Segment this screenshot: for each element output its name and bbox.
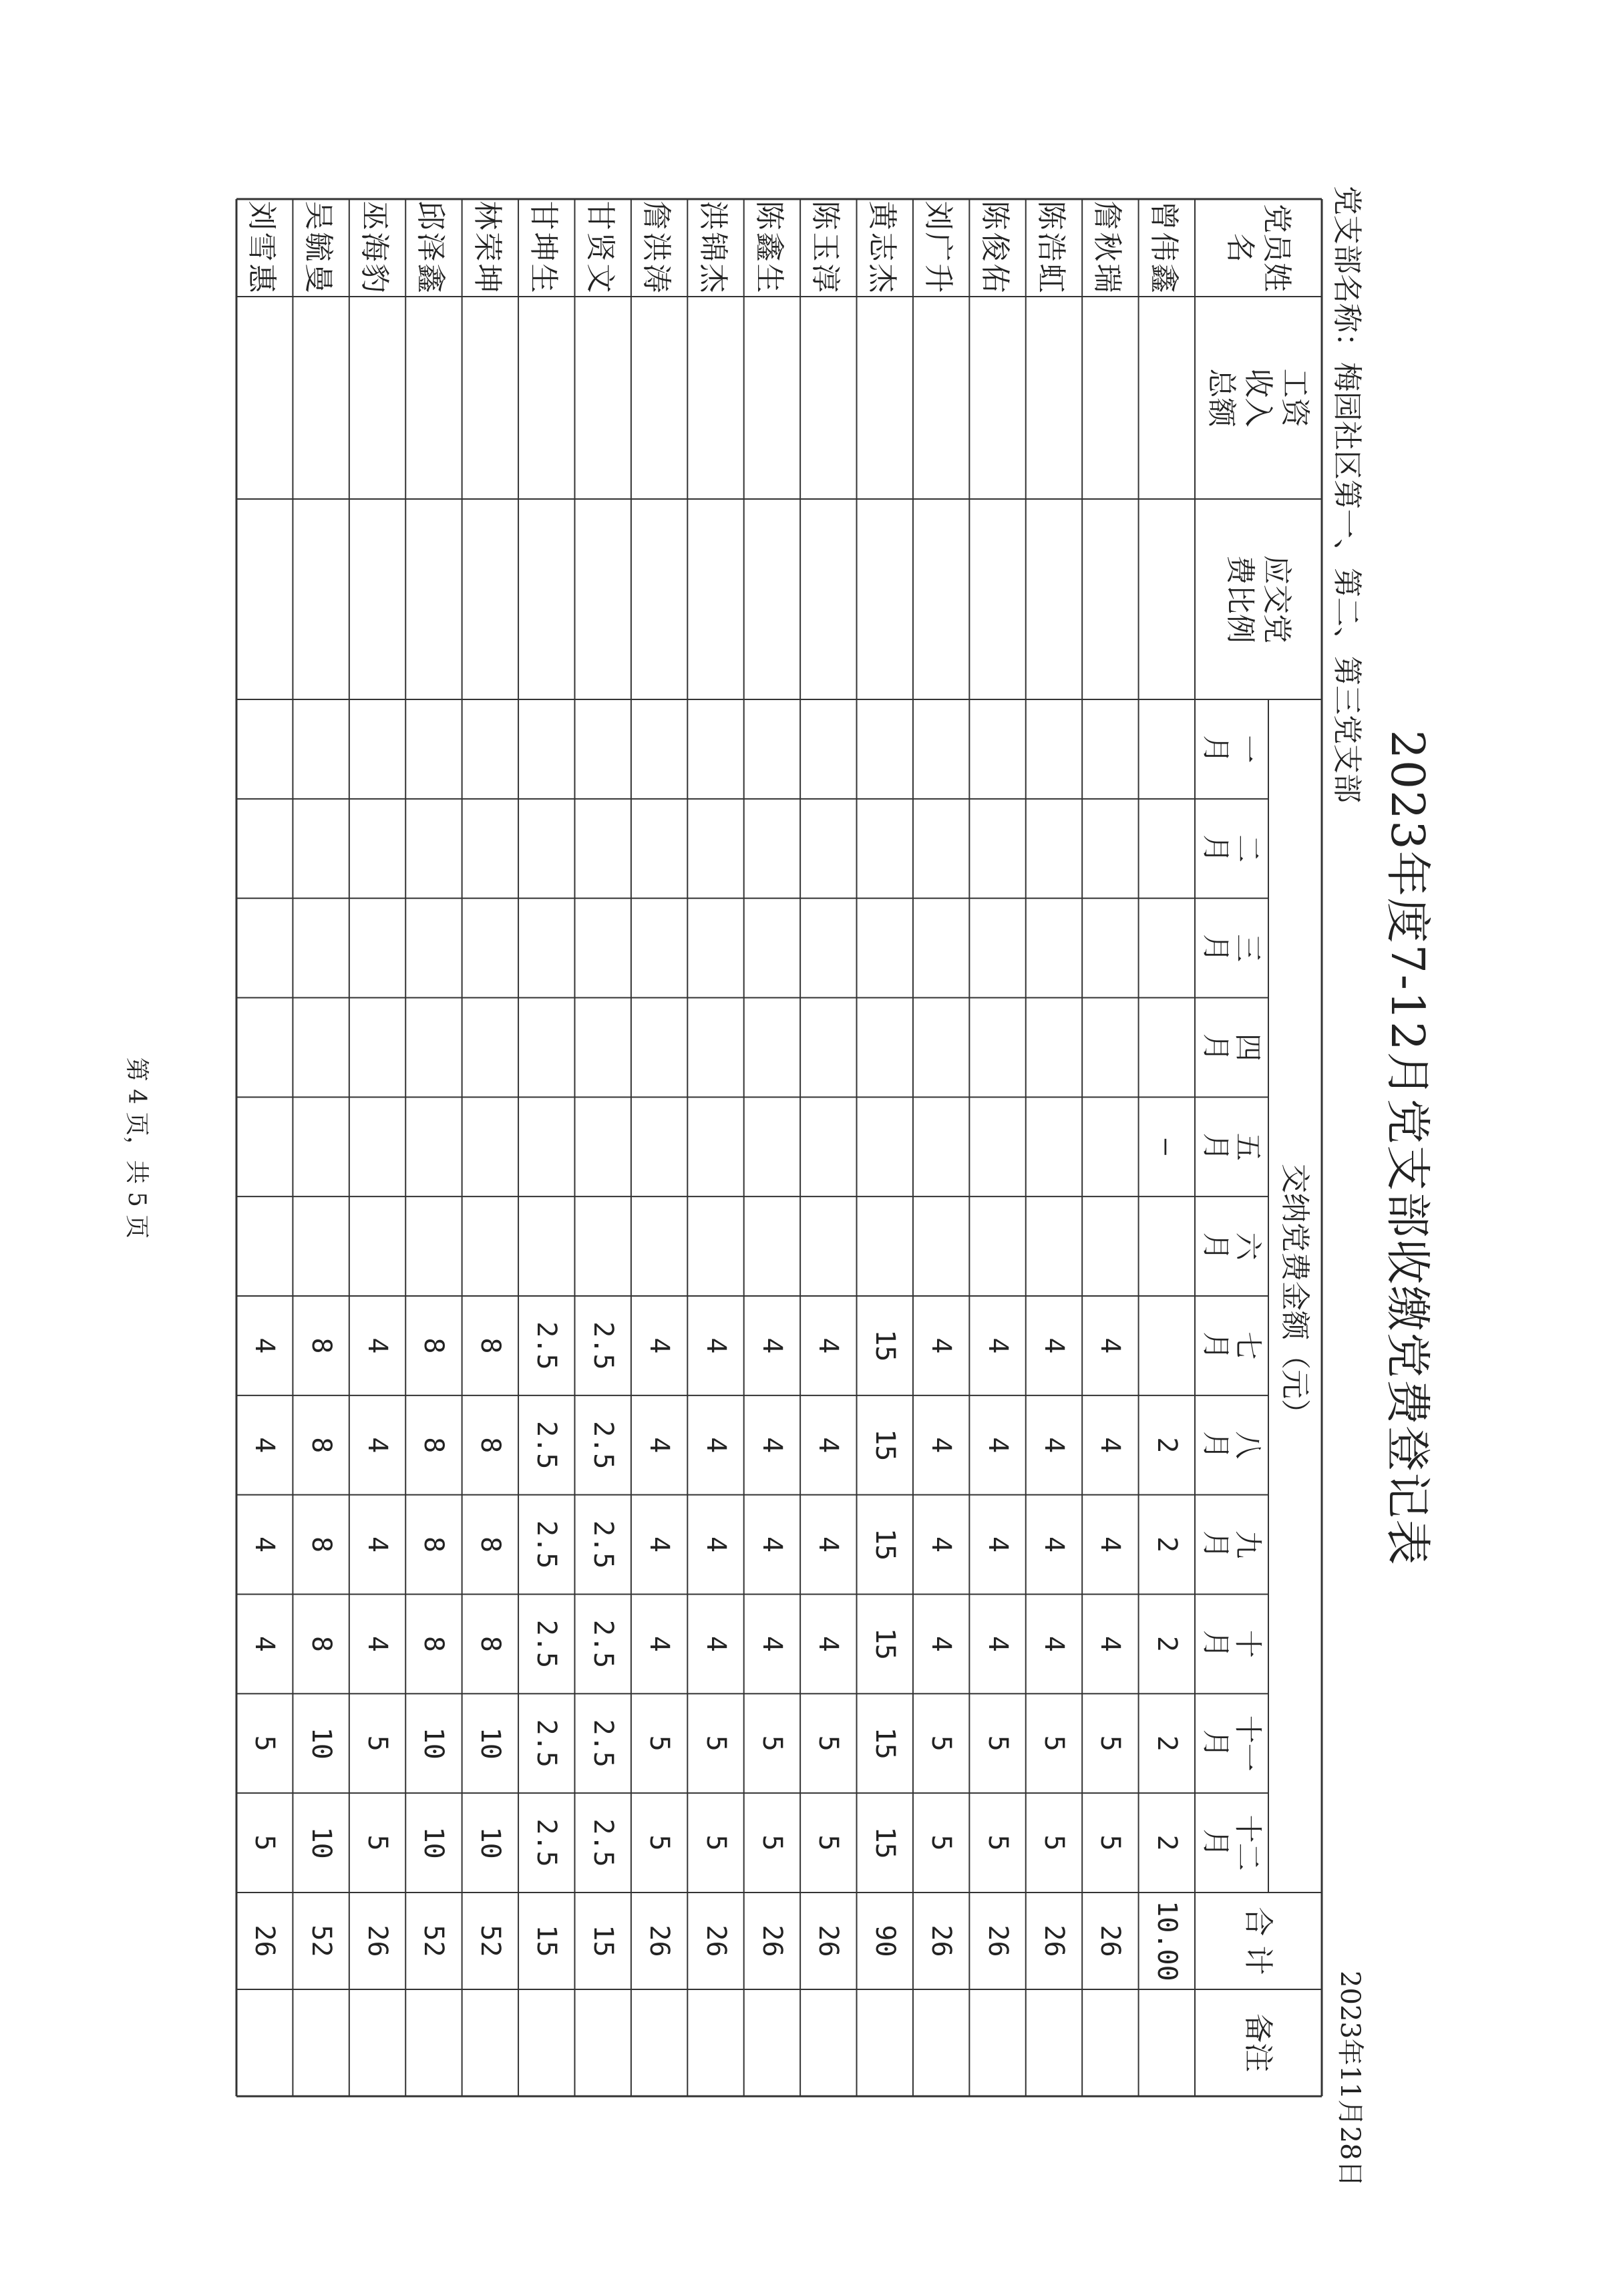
fee-cell-month-9: 2.5: [531, 1520, 562, 1569]
total-cell: 10.00: [1151, 1901, 1182, 1981]
total-cell: 26: [926, 1925, 957, 1957]
fee-cell-month-12: 15: [869, 1826, 900, 1859]
fee-cell-month-11: 2.5: [531, 1719, 562, 1768]
fee-cell-month-9: 4: [644, 1536, 675, 1553]
fee-cell-month-8: 15: [869, 1429, 900, 1462]
fee-cell-month-5: [236, 1097, 293, 1196]
fee-cell-month-9: 4: [1038, 1536, 1069, 1553]
fee-cell-month-8: 4: [1038, 1437, 1069, 1454]
fee-cell-month-9: 8: [474, 1536, 506, 1553]
member-name-cell: 巫海豹: [357, 200, 392, 295]
fee-cell-month-9: 15: [869, 1528, 900, 1561]
fee-cell-month-10: 4: [982, 1635, 1013, 1652]
fee-cell-month-11: 5: [1038, 1735, 1069, 1752]
fee-cell-month-5: [462, 1097, 518, 1196]
member-name-cell: 黄志杰: [864, 200, 899, 295]
member-name-cell: 吴毓曼: [301, 200, 335, 295]
fee-cell-month-7: 4: [700, 1337, 731, 1354]
fee-cell-month-7: 15: [869, 1329, 900, 1362]
fee-cell-month-11: 5: [926, 1735, 957, 1752]
fee-cell-month-12: 5: [982, 1834, 1013, 1851]
fee-cell-month-7: 4: [813, 1337, 844, 1354]
fee-cell-month-12: 5: [362, 1834, 393, 1851]
fee-cell-month-7: 8: [474, 1337, 506, 1354]
header-month-1: 一 月: [1200, 735, 1265, 764]
fee-cell-month-11: 10: [305, 1727, 337, 1760]
fee-cell-month-8: 4: [362, 1437, 393, 1454]
fee-cell-month-10: 2.5: [587, 1619, 618, 1669]
fee-cell-month-9: 4: [362, 1536, 393, 1553]
fee-cell-month-7: 2.5: [587, 1321, 618, 1370]
fee-cell-month-12: 5: [249, 1834, 281, 1851]
header-salary-total: 工资 收入 总额: [1204, 368, 1312, 428]
fee-cell-month-8: 8: [305, 1437, 337, 1454]
fee-cell-month-8: 4: [644, 1437, 675, 1454]
total-cell: 26: [813, 1925, 844, 1957]
fee-cell-month-7: 4: [926, 1337, 957, 1354]
member-name-cell: 洪锦杰: [695, 200, 730, 295]
fee-cell-month-8: 4: [982, 1437, 1013, 1454]
total-cell: 26: [362, 1925, 393, 1957]
header-month-5: 五 月: [1200, 1132, 1265, 1161]
header-month-9: 九 月: [1200, 1530, 1265, 1559]
fee-cell-month-5: —: [1151, 1138, 1182, 1155]
fee-cell-month-5: [969, 1097, 1025, 1196]
header-month-2: 二 月: [1200, 834, 1265, 863]
fee-cell-month-7: 4: [756, 1337, 787, 1354]
fee-cell-month-7: 8: [418, 1337, 450, 1354]
fee-cell-month-9: 8: [305, 1536, 337, 1553]
fee-cell-month-5: [744, 1097, 800, 1196]
fee-cell-month-10: 8: [305, 1635, 337, 1652]
fee-cell-month-10: 4: [644, 1635, 675, 1652]
member-name-cell: 刘雪惠: [244, 200, 279, 295]
fee-cell-month-9: 2.5: [587, 1520, 618, 1569]
member-name-cell: 刘广升: [921, 200, 956, 295]
fee-cell-month-12: 2.5: [587, 1818, 618, 1867]
fee-cell-month-10: 2.5: [531, 1619, 562, 1669]
fee-cell-month-12: 5: [1038, 1834, 1069, 1851]
fee-cell-month-8: 2.5: [531, 1421, 562, 1470]
total-cell: 52: [474, 1925, 506, 1957]
fee-cell-month-7: 4: [249, 1337, 281, 1354]
fee-cell-month-5: [800, 1097, 856, 1196]
fee-cell-month-7: 2.5: [531, 1321, 562, 1370]
fee-cell-month-8: 4: [756, 1437, 787, 1454]
header-month-8: 八 月: [1200, 1431, 1265, 1460]
fee-cell-month-5: [631, 1097, 687, 1196]
fee-cell-month-10: 4: [700, 1635, 731, 1652]
fee-cell-month-9: 8: [418, 1536, 450, 1553]
fee-cell-month-8: 8: [474, 1437, 506, 1454]
header-month-12: 十二 月: [1200, 1814, 1265, 1871]
fee-cell-month-11: 5: [756, 1735, 787, 1752]
fee-cell-month-12: 5: [700, 1834, 731, 1851]
fee-cell-month-5: [349, 1097, 405, 1196]
fee-cell-month-12: 5: [926, 1834, 957, 1851]
member-name-cell: 邱泽鑫: [413, 200, 448, 295]
header-month-11: 十一 月: [1200, 1715, 1265, 1772]
total-cell: 26: [1095, 1925, 1126, 1957]
fee-cell-month-11: 5: [644, 1735, 675, 1752]
fee-cell-month-9: 4: [700, 1536, 731, 1553]
header-remark: 备注: [1241, 2013, 1276, 2072]
total-cell: 15: [587, 1925, 618, 1957]
fee-cell-month-12: 5: [1095, 1834, 1126, 1851]
page-indicator: 第 4 页，共 5 页: [123, 1057, 150, 1239]
fee-cell-month-10: 4: [813, 1635, 844, 1652]
fee-cell-month-10: 4: [362, 1635, 393, 1652]
fee-cell-month-11: 10: [474, 1727, 506, 1760]
fee-cell-month-8: 4: [700, 1437, 731, 1454]
fee-cell-month-12: 10: [305, 1826, 337, 1859]
member-name-cell: 陈俊佑: [977, 200, 1012, 295]
fee-cell-month-11: 5: [813, 1735, 844, 1752]
fee-cell-month-8: 2.5: [587, 1421, 618, 1470]
fee-cell-month-11: 5: [362, 1735, 393, 1752]
fee-cell-month-10: 4: [1038, 1635, 1069, 1652]
fee-cell-month-9: 4: [813, 1536, 844, 1553]
fee-cell-month-7: 8: [305, 1337, 337, 1354]
form-date: 2023年11月28日: [1334, 1971, 1365, 2187]
fee-cell-month-5: [1082, 1097, 1138, 1196]
fee-cell-month-5: [405, 1097, 462, 1196]
total-cell: 15: [531, 1925, 562, 1957]
branch-name: 梅园社区第一、第二、第三党支部: [1330, 362, 1364, 803]
fee-cell-month-5: [518, 1097, 574, 1196]
total-cell: 26: [700, 1925, 731, 1957]
fee-cell-month-12: 2: [1151, 1834, 1182, 1851]
fee-cell-month-7: 4: [1095, 1337, 1126, 1354]
total-cell: 52: [305, 1925, 337, 1957]
fee-cell-month-9: 4: [756, 1536, 787, 1553]
header-month-10: 十 月: [1200, 1629, 1265, 1658]
header-month-7: 七 月: [1200, 1331, 1265, 1360]
fee-cell-month-11: 10: [418, 1727, 450, 1760]
fee-cell-month-10: 2: [1151, 1635, 1182, 1652]
fee-cell-month-12: 5: [756, 1834, 787, 1851]
member-name-cell: 陈鑫生: [751, 200, 786, 295]
member-name-cell: 甘坤生: [526, 200, 561, 295]
fee-cell-month-7: 4: [1038, 1337, 1069, 1354]
fee-cell-month-8: 8: [418, 1437, 450, 1454]
fee-cell-month-7: 4: [644, 1337, 675, 1354]
fee-cell-month-8: 4: [1095, 1437, 1126, 1454]
fee-cell-month-8: 4: [926, 1437, 957, 1454]
fee-cell-month-5: [857, 1097, 913, 1196]
fee-cell-month-9: 4: [249, 1536, 281, 1553]
total-cell: 26: [982, 1925, 1013, 1957]
fee-cell-month-9: 4: [926, 1536, 957, 1553]
fee-cell-month-5: [574, 1097, 631, 1196]
fee-cell-month-8: 4: [249, 1437, 281, 1454]
fee-cell-month-11: 15: [869, 1727, 900, 1760]
form-title: 2023年度7-12月党支部收缴党费登记表: [1381, 729, 1433, 1567]
member-name-cell: 林荣坤: [470, 200, 504, 295]
fee-cell-month-11: 5: [249, 1735, 281, 1752]
header-month-6: 六 月: [1200, 1232, 1265, 1261]
member-name-cell: 甘贤文: [582, 200, 617, 295]
fee-cell-month-10: 8: [418, 1635, 450, 1652]
fee-cell-month-10: 4: [926, 1635, 957, 1652]
header-fee-ratio: 应交党 费比例: [1223, 555, 1294, 643]
fee-cell-month-5: [1026, 1097, 1082, 1196]
member-name-cell: 陈浩虹: [1033, 200, 1068, 295]
fee-cell-month-10: 4: [249, 1635, 281, 1652]
total-cell: 26: [644, 1925, 675, 1957]
header-month-4: 四 月: [1200, 1033, 1265, 1061]
fee-cell-month-12: 10: [474, 1826, 506, 1859]
member-name-cell: 曾伟鑫: [1146, 200, 1181, 295]
total-cell: 26: [756, 1925, 787, 1957]
header-fee-amount-group: 交纳党费金额（元）: [1278, 1164, 1312, 1428]
fee-cell-month-10: 15: [869, 1627, 900, 1660]
fee-cell-month-11: 5: [982, 1735, 1013, 1752]
fee-cell-month-11: 2: [1151, 1735, 1182, 1752]
fee-cell-month-9: 4: [982, 1536, 1013, 1553]
header-month-3: 三 月: [1200, 934, 1265, 963]
member-name-cell: 詹洪涛: [639, 200, 674, 295]
branch-label: 党支部名称：: [1330, 186, 1364, 362]
total-cell: 90: [869, 1925, 900, 1957]
fee-cell-month-12: 5: [644, 1834, 675, 1851]
fee-cell-month-10: 8: [474, 1635, 506, 1652]
fee-cell-month-12: 5: [813, 1834, 844, 1851]
fee-cell-month-8: 4: [813, 1437, 844, 1454]
total-cell: 52: [418, 1925, 450, 1957]
fee-cell-month-12: 2.5: [531, 1818, 562, 1867]
fee-cell-month-9: 4: [1095, 1536, 1126, 1553]
member-name-cell: 陈玉淳: [808, 200, 843, 295]
total-cell: 26: [249, 1925, 281, 1957]
fee-cell-month-12: 10: [418, 1826, 450, 1859]
fee-cell-month-11: 5: [1095, 1735, 1126, 1752]
fee-cell-month-10: 4: [1095, 1635, 1126, 1652]
fee-cell-month-10: 4: [756, 1635, 787, 1652]
header-total: 合 计: [1241, 1907, 1276, 1975]
fee-cell-month-11: 2.5: [587, 1719, 618, 1768]
fee-cell-month-7: 4: [982, 1337, 1013, 1354]
total-cell: 26: [1038, 1925, 1069, 1957]
header-member-name: 党员姓名: [1223, 204, 1294, 292]
fee-cell-month-5: [293, 1097, 349, 1196]
fee-cell-month-5: [913, 1097, 969, 1196]
fee-cell-month-11: 5: [700, 1735, 731, 1752]
fee-cell-month-9: 2: [1151, 1536, 1182, 1553]
member-name-cell: 詹秋瑞: [1090, 200, 1125, 295]
fee-cell-month-5: [687, 1097, 743, 1196]
fee-cell-month-8: 2: [1151, 1437, 1182, 1454]
fee-cell-month-7: 4: [362, 1337, 393, 1354]
fee-cell-month-7: [1139, 1296, 1195, 1396]
